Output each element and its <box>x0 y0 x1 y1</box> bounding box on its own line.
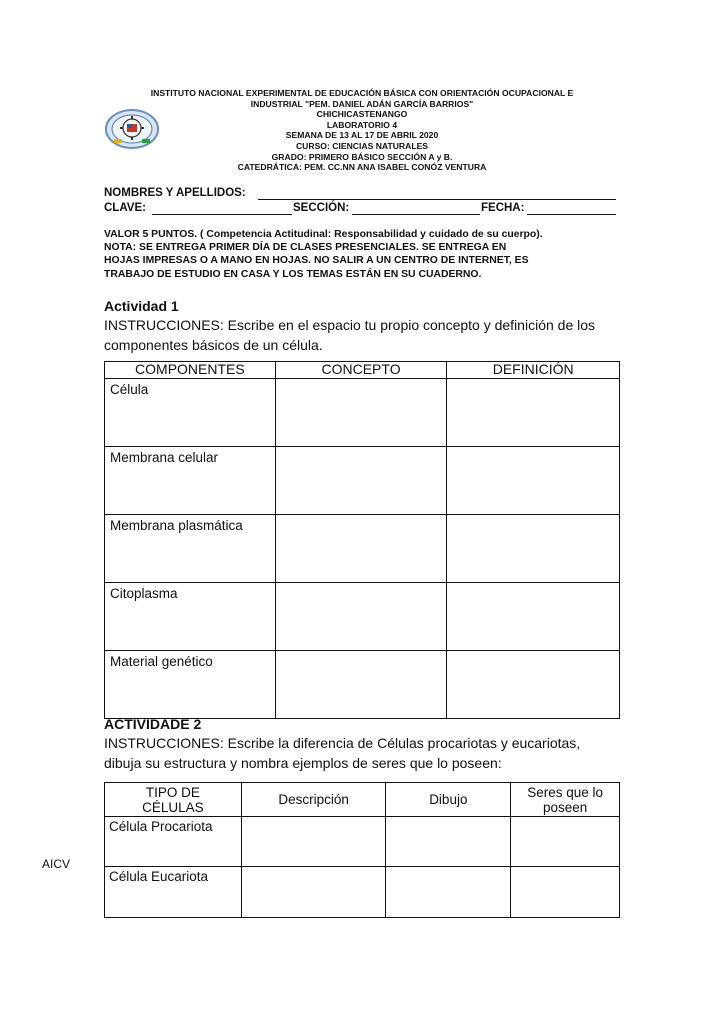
column-header: DEFINICIÓN <box>447 362 620 379</box>
concept-cell[interactable] <box>275 379 447 447</box>
description-cell[interactable] <box>241 867 386 918</box>
table-row <box>105 447 620 515</box>
table-row <box>105 515 620 583</box>
section-underline[interactable] <box>352 214 480 215</box>
school-logo-icon <box>104 108 160 150</box>
drawing-cell[interactable] <box>386 817 511 867</box>
activity1-instructions <box>104 315 595 355</box>
key-underline[interactable] <box>152 214 292 215</box>
component-name: Citoplasma <box>105 583 276 651</box>
header-line: CHICHICASTENANGO <box>316 109 408 120</box>
column-header: CONCEPTO <box>275 362 447 379</box>
table-row <box>105 817 620 867</box>
header-line: INDUSTRIAL "PEM. DANIEL ADÁN GARCÍA BARRIOS" <box>250 98 474 109</box>
table-row <box>105 583 620 651</box>
key-label: CLAVE: <box>104 202 146 214</box>
header-line: GRADO: PRIMERO BÁSICO SECCIÓN A y B. <box>271 151 453 162</box>
definition-cell[interactable] <box>447 651 620 719</box>
instruction-line: dibuja su estructura y nombra ejemplos de seres que lo poseen: <box>104 755 502 771</box>
names-label: NOMBRES Y APELLIDOS: <box>104 187 246 199</box>
beings-cell[interactable] <box>511 867 620 918</box>
components-table <box>104 361 620 719</box>
component-name: Célula <box>105 379 276 447</box>
definition-cell[interactable] <box>447 447 620 515</box>
column-header-beings <box>511 783 620 817</box>
header-line: Seres que lo <box>527 784 603 800</box>
note-line: HOJAS IMPRESAS O A MANO EN HOJAS. NO SALIR A UN CENTRO DE INTERNET, ES <box>104 255 529 267</box>
header-line: TIPO DE <box>145 784 200 800</box>
table-row <box>105 651 620 719</box>
component-name: Material genético <box>105 651 276 719</box>
column-header-type <box>105 783 242 817</box>
school-header <box>100 88 624 173</box>
concept-cell[interactable] <box>275 447 447 515</box>
note-line: VALOR 5 PUNTOS. ( Competencia Actitudinal: Responsabilidad y cuidado de su cuerpo). <box>104 229 543 240</box>
cell-type-name: Célula Procariota <box>105 817 242 867</box>
concept-cell[interactable] <box>275 583 447 651</box>
activity1-title: Actividad 1 <box>104 298 179 314</box>
description-cell[interactable] <box>241 817 386 867</box>
header-line: CÉLULAS <box>142 799 204 815</box>
component-name: Membrana plasmática <box>105 515 276 583</box>
table-row <box>105 379 620 447</box>
definition-cell[interactable] <box>447 515 620 583</box>
header-line: CURSO: CIENCIAS NATURALES <box>295 140 429 151</box>
column-header-drawing: Dibujo <box>386 783 511 817</box>
header-line: SEMANA DE 13 AL 17 DE ABRIL 2020 <box>285 130 439 141</box>
section-label: SECCIÓN: <box>293 202 350 214</box>
column-header-description: Descripción <box>241 783 386 817</box>
note-line: NOTA: SE ENTREGA PRIMER DÍA DE CLASES PRESENCIALES. SE ENTREGA EN <box>104 242 507 254</box>
concept-cell[interactable] <box>275 515 447 583</box>
component-name: Membrana celular <box>105 447 276 515</box>
activity2-title: ACTIVIDADE 2 <box>104 716 202 732</box>
header-line: INSTITUTO NACIONAL EXPERIMENTAL DE EDUCACIÓN BÁSICA CON ORIENTACIÓN OCUPACIONAL E <box>150 88 574 98</box>
beings-cell[interactable] <box>511 817 620 867</box>
concept-cell[interactable] <box>275 651 447 719</box>
instruction-line: INSTRUCCIONES: Escribe en el espacio tu propio concepto y definición de los <box>104 317 596 333</box>
note-line: TRABAJO DE ESTUDIO EN CASA Y LOS TEMAS ESTÁN EN SU CUADERNO. <box>104 268 482 280</box>
header-line: CATEDRÁTICA: PEM. CC.NN ANA ISABEL CONÓZ VENTURA <box>237 162 487 173</box>
header-line: poseen <box>542 799 588 815</box>
cell-types-table <box>104 782 620 918</box>
margin-initials: AICV <box>42 857 71 871</box>
definition-cell[interactable] <box>447 583 620 651</box>
activity2-instructions <box>104 733 580 773</box>
names-underline[interactable] <box>258 199 616 200</box>
column-header: COMPONENTES <box>105 362 276 379</box>
table-row <box>105 867 620 918</box>
instruction-line: INSTRUCCIONES: Escribe la diferencia de Células procariotas y eucariotas, <box>104 735 581 751</box>
header-line: LABORATORIO 4 <box>326 119 398 130</box>
definition-cell[interactable] <box>447 379 620 447</box>
cell-type-name: Célula Eucariota <box>105 867 242 918</box>
value-note <box>104 228 624 281</box>
instruction-line: componentes básicos de un célula. <box>104 337 323 353</box>
date-underline[interactable] <box>527 214 616 215</box>
drawing-cell[interactable] <box>386 867 511 918</box>
date-label: FECHA: <box>481 202 525 214</box>
